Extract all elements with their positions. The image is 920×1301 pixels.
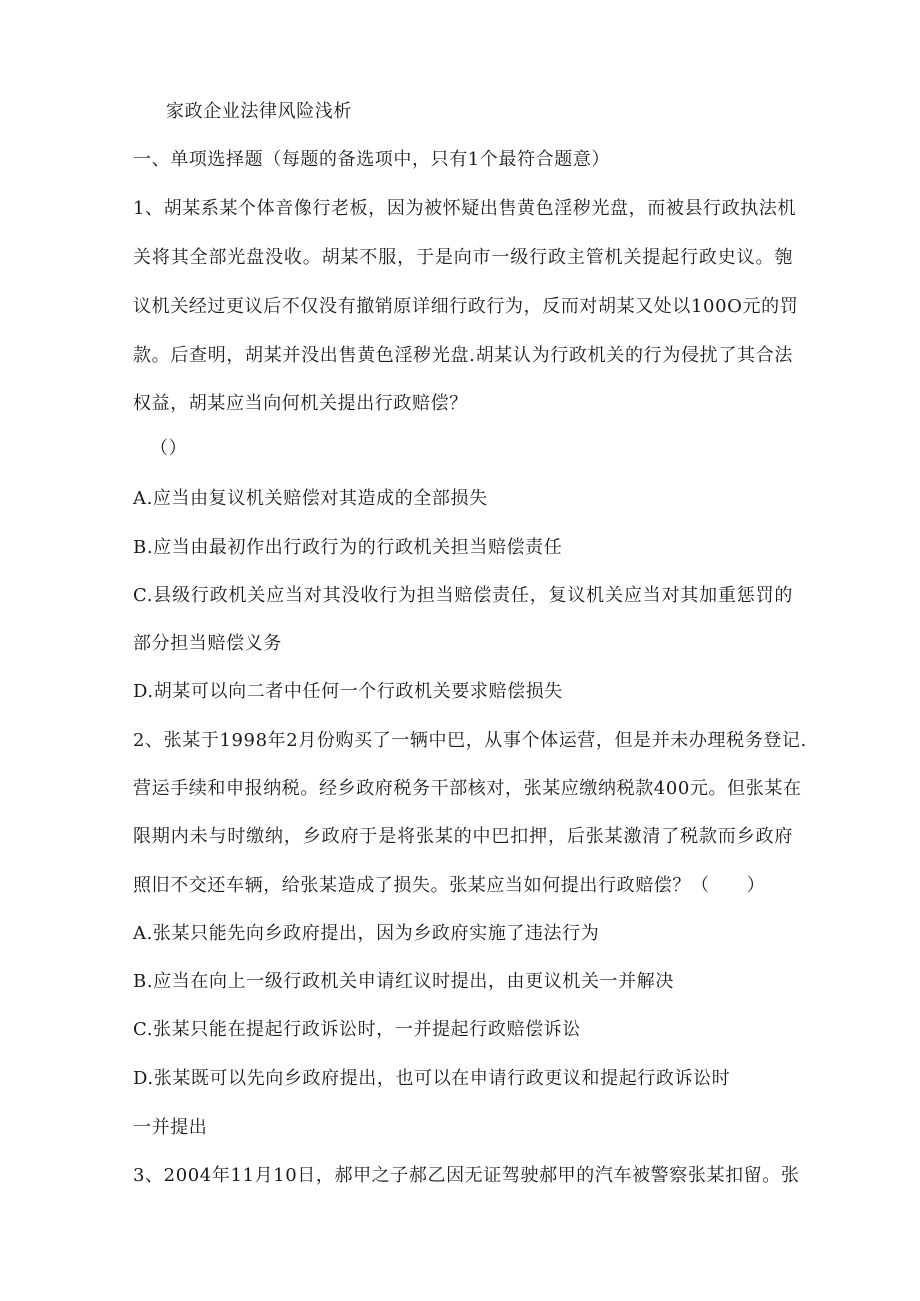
option-a: A.张某只能先向乡政府提出，因为乡政府实施了违法行为 — [133, 923, 600, 944]
question-1-stem-line: 款。后查明，胡某并没出售黄色淫秽光盘.胡某认为行政机关的行为侵扰了其合法 — [133, 345, 793, 366]
option-c: C.县级行政机关应当对其没收行为担当赔偿责任，复议机关应当对其加重惩罚的 — [133, 585, 793, 606]
question-3-stem-line: 3、2004年11月10日，郝甲之子郝乙因无证驾驶郝甲的汽车被警察张某扣留。张 — [133, 1165, 800, 1186]
question-1-stem-line: 关将其全部光盘没收。胡某不服，于是向市一级行政主管机关提起行政史议。匏 — [133, 247, 793, 268]
section-heading: 一、单项选择题（每题的备选项中，只有1个最符合题意） — [133, 149, 611, 170]
document-title: 家政企业法律风险浅析 — [166, 101, 352, 122]
option-d: D.胡某可以向二者中任何一个行政机关要求赔偿损失 — [133, 681, 563, 702]
option-c-continued: 部分担当赔偿义务 — [133, 633, 282, 654]
option-b: B.应当在向上一级行政机关申请红议时提出，由更议机关一并解决 — [133, 971, 674, 992]
option-d-continued: 一并提出 — [133, 1117, 208, 1138]
question-1-stem-line: 权益，胡某应当向何机关提出行政赔偿？ — [133, 393, 468, 414]
option-c: C.张某只能在提起行政诉讼时，一并提起行政赔偿诉讼 — [133, 1019, 581, 1040]
answer-blank: （） — [150, 438, 188, 459]
question-1-stem-line: 议机关经过更议后不仅没有撤销原详细行政行为，反而对胡某又处以100O元的罚 — [133, 296, 799, 317]
option-b: B.应当由最初作出行政行为的行政机关担当赔偿责任 — [133, 537, 563, 558]
question-2-stem-line: 2、张某于1998年2月份购买了一辆中巴，从事个体运营，但是并未办理税务登记. — [133, 730, 807, 751]
question-2-stem-line: 照旧不交还车辆，给张某造成了损失。张某应当如何提出行政赔偿？（ ） — [133, 875, 766, 896]
option-d: D.张某既可以先向乡政府提出，也可以在申请行政更议和提起行政诉讼时 — [133, 1068, 731, 1089]
option-a: A.应当由复议机关赔偿对其造成的全部损失 — [133, 488, 488, 509]
question-1-stem-line: 1、胡某系某个体音像行老板，因为被怀疑出售黄色淫秽光盘，而被县行政执法机 — [133, 198, 797, 219]
question-2-stem-line: 营运手续和申报纳税。经乡政府税务干部核对，张某应缴纳税款400元。但张某在 — [133, 778, 802, 799]
question-2-stem-line: 限期内未与时缴纳，乡政府于是将张某的中巴扣押，后张某激清了税款而乡政府 — [133, 826, 793, 847]
